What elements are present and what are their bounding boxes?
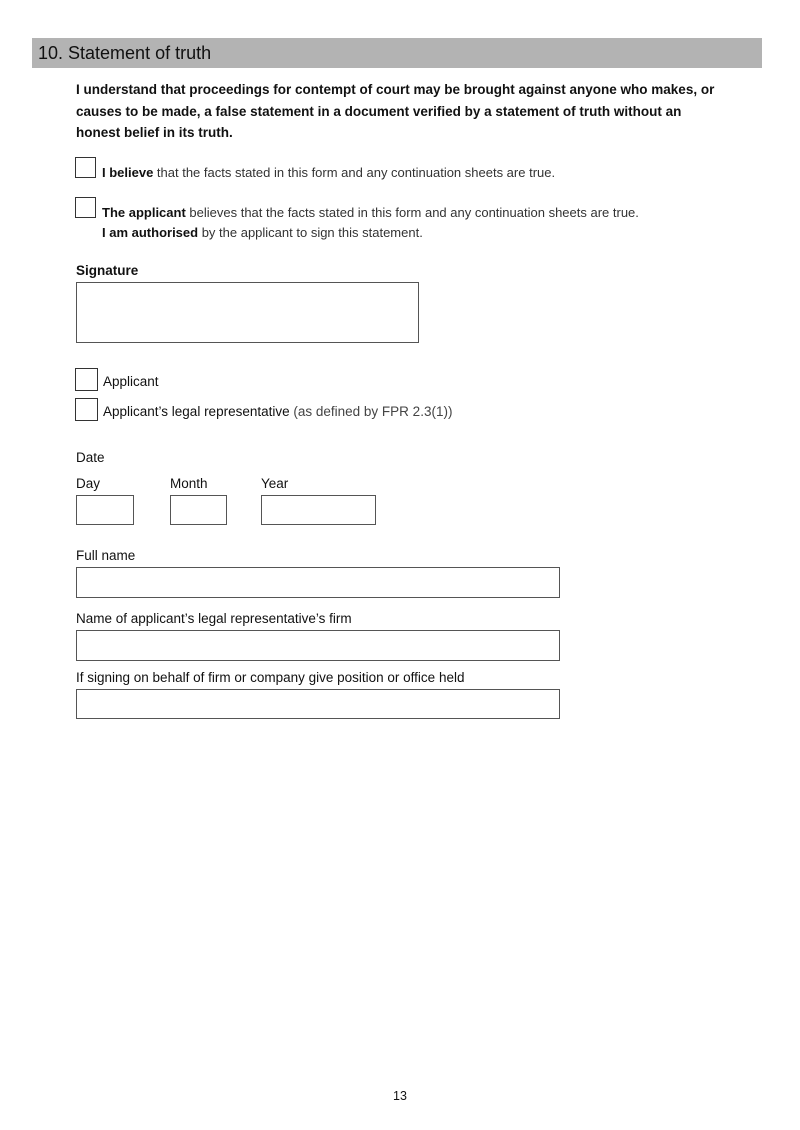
applicant-believes-checkbox[interactable]: [75, 197, 96, 218]
day-field[interactable]: [76, 495, 134, 525]
position-label: If signing on behalf of firm or company give position or office held: [76, 670, 465, 685]
i-believe-bold: I believe: [102, 165, 154, 180]
applicant-believes-bold: The applicant: [102, 205, 186, 220]
authorised-bold: I am authorised: [102, 225, 199, 240]
signature-label: Signature: [76, 263, 139, 278]
applicant-believes-text: believes that the facts stated in this form and any continuation sheets are true.: [185, 205, 639, 220]
day-label: Day: [76, 476, 101, 491]
signature-field[interactable]: [76, 282, 419, 343]
authorised-statement: [102, 223, 423, 243]
authorised-text: by the applicant to sign this statement.: [198, 225, 423, 240]
year-field[interactable]: [261, 495, 376, 525]
position-field[interactable]: [76, 689, 560, 719]
section-title: 10. Statement of truth: [38, 43, 212, 63]
legal-representative-label: Applicant’s legal representative: [103, 404, 290, 419]
legal-representative-note: (as defined by FPR 2.3(1)): [289, 404, 453, 419]
firm-name-label: Name of applicant’s legal representative’s firm: [76, 611, 352, 626]
section-header: [32, 38, 762, 68]
i-believe-text: that the facts stated in this form and any continuation sheets are true.: [153, 165, 556, 180]
year-label: Year: [261, 476, 289, 491]
contempt-warning: I understand that proceedings for contempt of court may be brought against anyone who makes, or causes to be made, a false statement in a document verified by a statement of truth without an honest belief in its truth.: [76, 82, 715, 140]
applicant-believes-statement: [102, 203, 639, 223]
date-label: Date: [76, 450, 105, 465]
legal-representative-option: [103, 404, 452, 419]
applicant-checkbox[interactable]: [75, 368, 98, 391]
applicant-label: Applicant: [103, 374, 159, 389]
i-believe-checkbox[interactable]: [75, 157, 96, 178]
page-number: 13: [393, 1089, 407, 1103]
firm-name-field[interactable]: [76, 630, 560, 661]
full-name-label: Full name: [76, 548, 136, 563]
i-believe-statement: [102, 163, 555, 183]
legal-representative-checkbox[interactable]: [75, 398, 98, 421]
month-label: Month: [170, 476, 208, 491]
month-field[interactable]: [170, 495, 227, 525]
full-name-field[interactable]: [76, 567, 560, 598]
